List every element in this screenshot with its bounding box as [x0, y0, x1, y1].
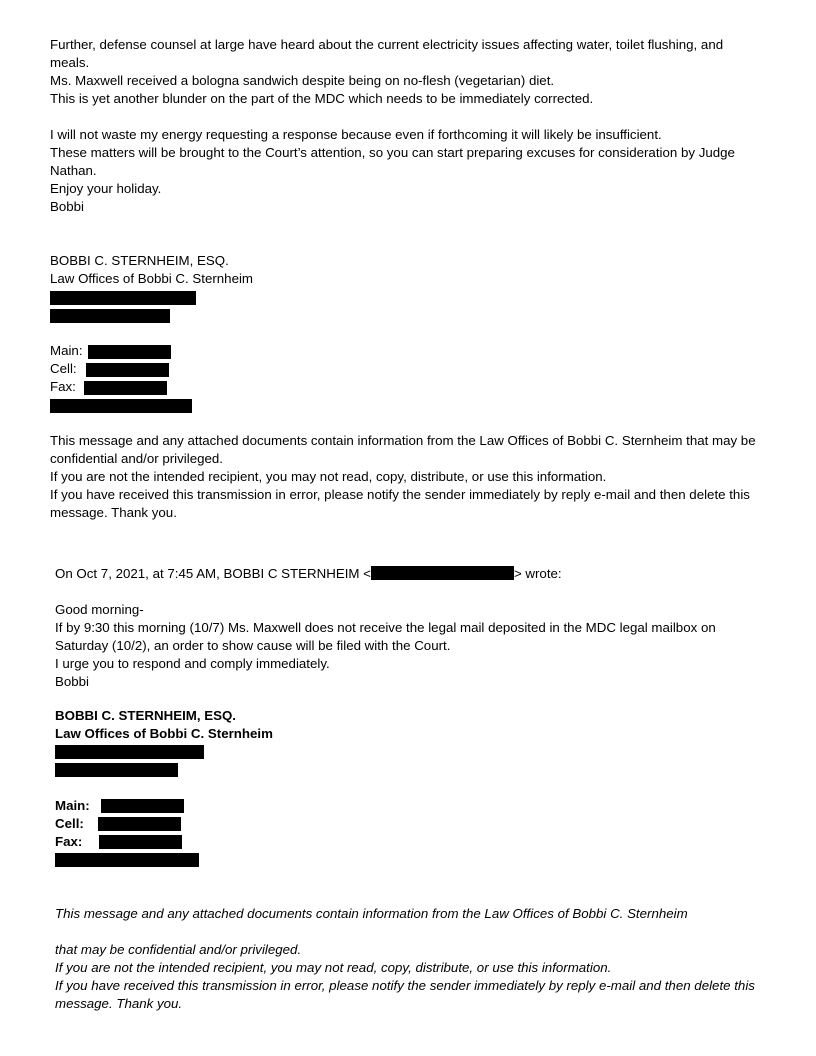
body-text-line: Enjoy your holiday. [50, 181, 162, 196]
signature-name: BOBBI C. STERNHEIM, ESQ. [50, 253, 229, 268]
quoted-body-line: I urge you to respond and comply immediately. [55, 656, 330, 671]
disclaimer-line: If you have received this transmission in error, please notify the sender immediately by reply e-mail and then delete this [50, 487, 750, 502]
disclaimer-line: message. Thank you. [50, 505, 177, 520]
signature-firm: Law Offices of Bobbi C. Sternheim [50, 271, 253, 286]
body-text-line: These matters will be brought to the Court’s attention, so you can start preparing excuses for consideration by Judge [50, 145, 735, 160]
redacted-address-line-1 [55, 745, 204, 759]
disclaimer-line: confidential and/or privileged. [50, 451, 223, 466]
redacted-cell-phone [86, 363, 169, 377]
disclaimer-line: This message and any attached documents contain information from the Law Offices of Bobbi C. Sternheim [55, 906, 688, 921]
disclaimer-line: If you are not the intended recipient, you may not read, copy, distribute, or use this information. [50, 469, 607, 484]
main-phone-label: Main: [55, 798, 90, 813]
redacted-email [50, 399, 192, 413]
redacted-address-line-1 [50, 291, 196, 305]
body-text-line: meals. [50, 55, 90, 70]
redacted-address-line-2 [55, 763, 178, 777]
redacted-sender-email [371, 566, 514, 580]
redacted-main-phone [88, 345, 171, 359]
redacted-email [55, 853, 199, 867]
disclaimer-line: If you are not the intended recipient, you may not read, copy, distribute, or use this information. [55, 960, 612, 975]
body-text-line: Ms. Maxwell received a bologna sandwich despite being on no-flesh (vegetarian) diet. [50, 73, 555, 88]
signature-firm: Law Offices of Bobbi C. Sternheim [55, 726, 273, 741]
fax-label: Fax: [50, 379, 76, 394]
redacted-fax [84, 381, 167, 395]
quoted-body-line: If by 9:30 this morning (10/7) Ms. Maxwell does not receive the legal mail deposited in the MDC legal mailbox on [55, 620, 716, 635]
quoted-body-line: Good morning- [55, 602, 144, 617]
disclaimer-line: This message and any attached documents contain information from the Law Offices of Bobbi C. Sternheim that may be [50, 433, 756, 448]
redacted-address-line-2 [50, 309, 170, 323]
disclaimer-line: message. Thank you. [55, 996, 183, 1011]
quoted-signoff: Bobbi [55, 674, 90, 689]
cell-phone-label: Cell: [50, 361, 77, 376]
quoted-header-suffix: > wrote: [513, 566, 562, 581]
signature-name: BOBBI C. STERNHEIM, ESQ. [55, 708, 237, 723]
quoted-header [55, 565, 562, 583]
quoted-body-line: Saturday (10/2), an order to show cause will be filed with the Court. [55, 638, 451, 653]
main-phone-label: Main: [50, 343, 83, 358]
body-text-line: I will not waste my energy requesting a response because even if forthcoming it will likely be insufficient. [50, 127, 662, 142]
redacted-cell-phone [98, 817, 181, 831]
redacted-fax [99, 835, 182, 849]
sender-signoff: Bobbi [50, 199, 85, 214]
quoted-header-prefix: On Oct 7, 2021, at 7:45 AM, BOBBI C STERNHEIM < [55, 566, 371, 581]
body-text-line: This is yet another blunder on the part of the MDC which needs to be immediately corrected. [50, 91, 594, 106]
body-text-line: Nathan. [50, 163, 97, 178]
disclaimer-line: If you have received this transmission in error, please notify the sender immediately by reply e-mail and then delete this [55, 978, 755, 993]
body-text-line: Further, defense counsel at large have heard about the current electricity issues affecting water, toilet flushing, and [50, 37, 724, 52]
redacted-main-phone [101, 799, 184, 813]
cell-phone-label: Cell: [55, 816, 84, 831]
fax-label: Fax: [55, 834, 83, 849]
disclaimer-line: that may be confidential and/or privileged. [55, 942, 302, 957]
